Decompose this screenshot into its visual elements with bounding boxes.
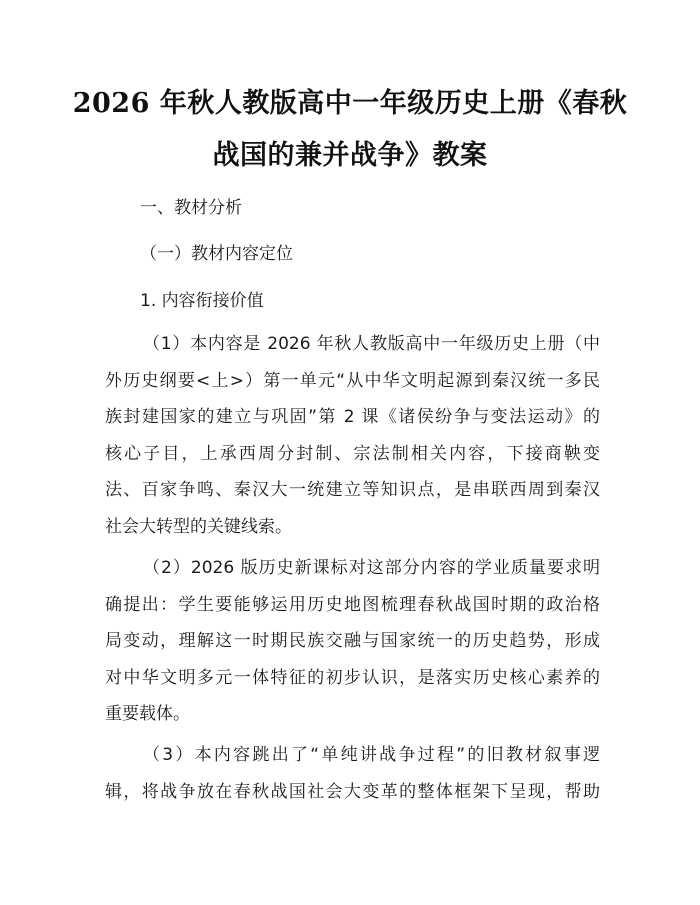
paragraph-line: 重要载体。 xyxy=(105,704,190,724)
paragraph-3 xyxy=(105,737,600,810)
paragraph-line: 社会大转型的关键线索。 xyxy=(105,516,292,537)
title-line-1: 2026 年秋人教版高中一年级历史上册《春秋 xyxy=(72,88,628,119)
paragraph-line: （3）本内容跳出了“单纯讲战争过程”的旧教材叙事逻 xyxy=(143,745,600,765)
paragraph-line: 局变动，理解这一时期民族交融与国家统一的历史趋势，形成 xyxy=(105,631,600,651)
paragraph-line: 外历史纲要<上>）第一单元“从中华文明起源到秦汉统一多民 xyxy=(105,370,600,391)
paragraph-line: （2）2026 版历史新课标对这部分内容的学业质量要求明 xyxy=(143,558,600,578)
paragraph-line: 对中华文明多元一体特征的初步认识，是落实历史核心素养的 xyxy=(105,667,600,688)
paragraph-line: （1）本内容是 2026 年秋人教版高中一年级历史上册（中 xyxy=(143,334,600,354)
paragraph-line: 确提出：学生要能够运用历史地图梳理春秋战国时期的政治格 xyxy=(105,594,600,615)
paragraph-1 xyxy=(105,326,600,545)
section-heading: 一、教材分析 xyxy=(140,198,242,218)
document-title xyxy=(60,78,640,182)
paragraph-line: 法、百家争鸣、秦汉大一统建立等知识点，是串联西周到秦汉 xyxy=(105,480,600,500)
paragraph-line: 族封建国家的建立与巩固”第 2 课《诸侯纷争与变法运动》的 xyxy=(105,407,600,427)
paragraph-line: 辑，将战争放在春秋战国社会大变革的整体框架下呈现，帮助 xyxy=(105,781,600,802)
point-heading: 1. 内容衔接价值 xyxy=(140,291,264,311)
title-line-2: 战国的兼并战争》教案 xyxy=(212,140,488,171)
paragraph-2 xyxy=(105,550,600,733)
subsection-heading: （一）教材内容定位 xyxy=(140,244,293,264)
paragraph-line: 核心子目，上承西周分封制、宗法制相关内容，下接商鞅变 xyxy=(105,443,600,464)
